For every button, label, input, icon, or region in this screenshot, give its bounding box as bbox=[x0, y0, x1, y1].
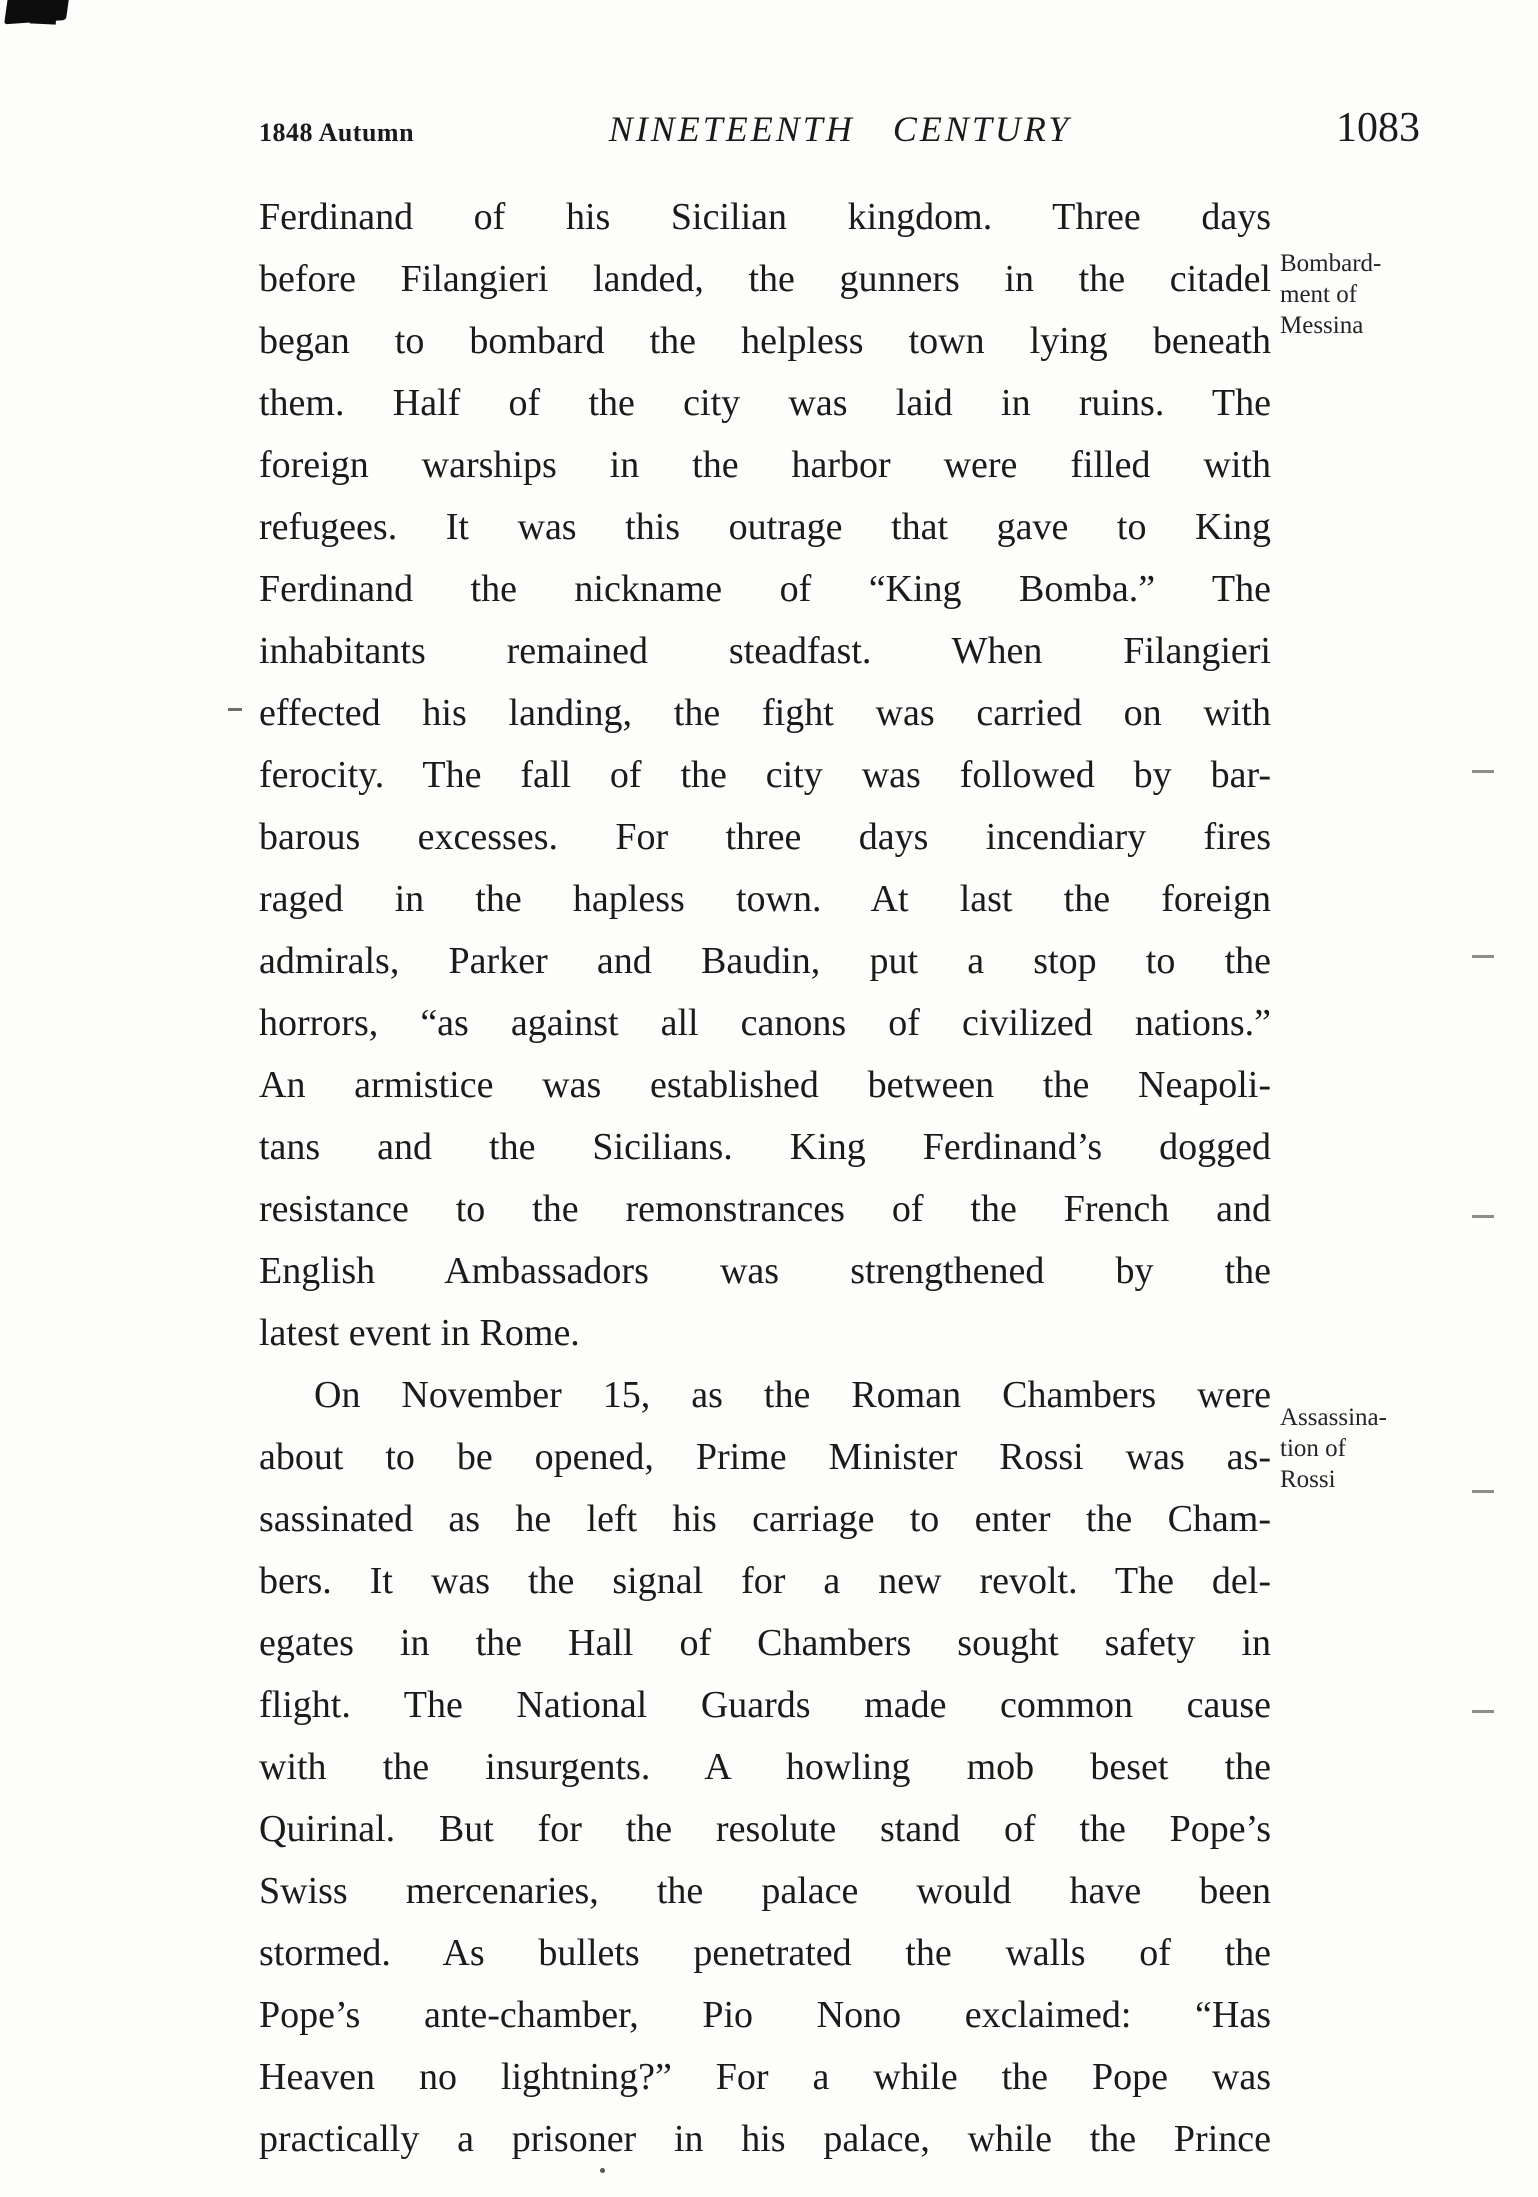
text-block bbox=[259, 186, 1271, 2170]
text-line: flight. The National Guards made common cause bbox=[259, 1684, 1271, 1726]
margin-note-line: Assassina- bbox=[1280, 1404, 1387, 1431]
text-line: began to bombard the helpless town lying beneath bbox=[259, 320, 1271, 362]
scan-artifact-corner-2 bbox=[30, 13, 56, 24]
margin-note-line: tion of bbox=[1280, 1435, 1346, 1462]
text-line: effected his landing, the fight was carried on with bbox=[259, 692, 1271, 734]
text-line: barous excesses. For three days incendiary fires bbox=[259, 816, 1271, 858]
text-line: bers. It was the signal for a new revolt. The del- bbox=[259, 1560, 1271, 1602]
text-line: Ferdinand the nickname of “King Bomba.” The bbox=[259, 568, 1271, 610]
text-line: raged in the hapless town. At last the foreign bbox=[259, 878, 1271, 920]
text-line: horrors, “as against all canons of civilized nations.” bbox=[259, 1002, 1271, 1044]
scan-mark-dash bbox=[1472, 1215, 1494, 1218]
text-line: ferocity. The fall of the city was followed by bar- bbox=[259, 754, 1271, 796]
header-running-title: NINETEENTH CENTURY bbox=[608, 109, 1072, 149]
scan-mark-dash bbox=[1472, 1490, 1494, 1493]
scan-mark-left-tick bbox=[228, 708, 242, 711]
margin-note-line: Messina bbox=[1280, 312, 1364, 339]
text-line: latest event in Rome. bbox=[259, 1312, 580, 1354]
text-line: admirals, Parker and Baudin, put a stop to the bbox=[259, 940, 1271, 982]
text-line: Swiss mercenaries, the palace would have been bbox=[259, 1870, 1271, 1912]
text-line: stormed. As bullets penetrated the walls of the bbox=[259, 1932, 1271, 1974]
text-line: resistance to the remonstrances of the French and bbox=[259, 1188, 1271, 1230]
text-line: sassinated as he left his carriage to enter the Cham- bbox=[259, 1498, 1271, 1540]
margin-note-assassination bbox=[1280, 1402, 1430, 1495]
text-line: foreign warships in the harbor were filled with bbox=[259, 444, 1271, 486]
text-line: with the insurgents. A howling mob beset the bbox=[259, 1746, 1271, 1788]
scan-mark-dash bbox=[1472, 770, 1494, 773]
margin-note-bombardment bbox=[1280, 248, 1430, 341]
text-line: tans and the Sicilians. King Ferdinand’s dogged bbox=[259, 1126, 1271, 1168]
text-line: Pope’s ante-chamber, Pio Nono exclaimed: “Has bbox=[259, 1994, 1271, 2036]
text-line: egates in the Hall of Chambers sought safety in bbox=[259, 1622, 1271, 1664]
scan-mark-dash bbox=[1472, 955, 1494, 958]
margin-note-line: Rossi bbox=[1280, 1466, 1336, 1493]
margin-note-line: Bombard- bbox=[1280, 250, 1382, 277]
text-line: practically a prisoner in his palace, while the Prince bbox=[259, 2118, 1271, 2160]
page-number: 1083 bbox=[1336, 105, 1420, 151]
text-line: about to be opened, Prime Minister Rossi was as- bbox=[259, 1436, 1271, 1478]
text-line: Quirinal. But for the resolute stand of the Pope’s bbox=[259, 1808, 1271, 1850]
text-line: Heaven no lightning?” For a while the Pope was bbox=[259, 2056, 1271, 2098]
scan-mark-dash bbox=[1472, 1710, 1494, 1713]
text-line: Ferdinand of his Sicilian kingdom. Three days bbox=[259, 196, 1271, 238]
header-edition: 1848 Autumn bbox=[259, 118, 415, 147]
text-line: refugees. It was this outrage that gave to King bbox=[259, 506, 1271, 548]
text-line: English Ambassadors was strengthened by the bbox=[259, 1250, 1271, 1292]
text-line: before Filangieri landed, the gunners in the citadel bbox=[259, 258, 1271, 300]
text-line: inhabitants remained steadfast. When Filangieri bbox=[259, 630, 1271, 672]
text-line: them. Half of the city was laid in ruins. The bbox=[259, 382, 1271, 424]
text-line: An armistice was established between the Neapoli- bbox=[259, 1064, 1271, 1106]
margin-note-line: ment of bbox=[1280, 281, 1358, 308]
text-line: On November 15, as the Roman Chambers were bbox=[314, 1374, 1271, 1416]
